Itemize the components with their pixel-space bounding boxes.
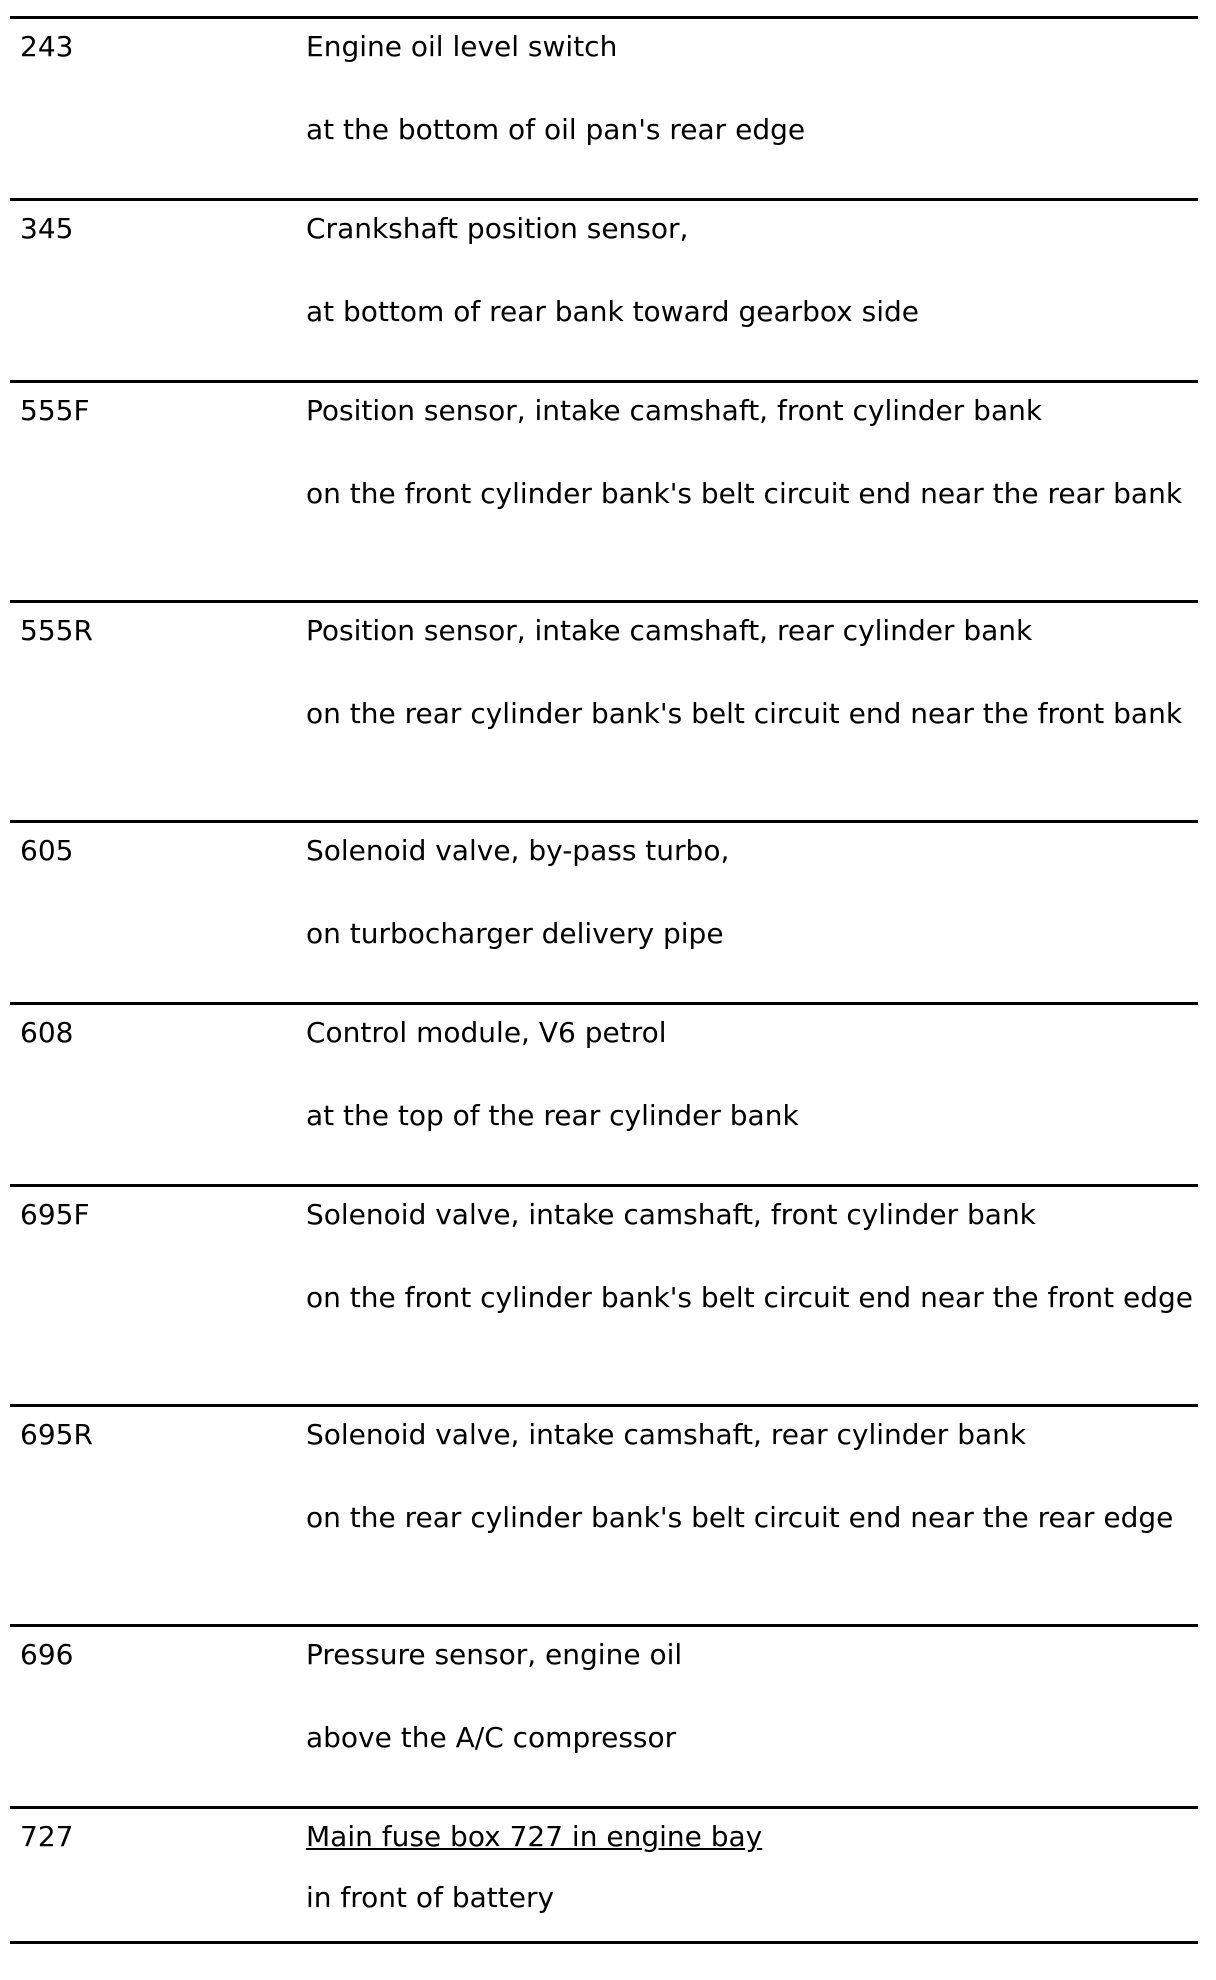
component-description [306,1417,1198,1536]
component-location: on the front cylinder bank's belt circuit end near the rear bank [306,477,1183,510]
main-fuse-box-link[interactable]: Main fuse box 727 in engine bay [306,1820,763,1853]
component-description [306,1015,1198,1134]
component-code: 727 [20,1820,74,1853]
table-row [10,820,1198,1002]
component-description [306,1819,1198,1916]
component-code: 243 [20,30,74,63]
component-location: on the rear cylinder bank's belt circuit end near the front bank [306,697,1183,730]
component-description [306,29,1198,148]
component-name: Solenoid valve, by-pass turbo, [306,834,730,867]
table-row [10,1806,1198,1944]
component-name: Position sensor, intake camshaft, front cylinder bank [306,394,1043,427]
component-code: 696 [20,1638,74,1671]
component-location: at bottom of rear bank toward gearbox side [306,295,919,328]
component-location: at the bottom of oil pan's rear edge [306,113,806,146]
component-name: Position sensor, intake camshaft, rear cylinder bank [306,614,1033,647]
component-description [306,613,1198,732]
component-code: 555F [20,394,90,427]
component-location: on turbocharger delivery pipe [306,917,724,950]
component-name: Engine oil level switch [306,30,618,63]
table-row [10,380,1198,600]
component-code: 695R [20,1418,93,1451]
component-code: 555R [20,614,93,647]
table-row [10,16,1198,198]
table-row [10,600,1198,820]
component-description [306,1197,1198,1316]
component-code: 345 [20,212,74,245]
component-description [306,393,1198,512]
component-name: Solenoid valve, intake camshaft, front cylinder bank [306,1198,1036,1231]
component-description [306,833,1198,952]
component-location-table [10,16,1198,1944]
table-row [10,1184,1198,1404]
table-row [10,1624,1198,1806]
component-location: at the top of the rear cylinder bank [306,1099,799,1132]
component-name: Pressure sensor, engine oil [306,1638,683,1671]
component-location: in front of battery [306,1881,555,1914]
component-location: on the rear cylinder bank's belt circuit end near the rear edge [306,1501,1174,1534]
component-location: above the A/C compressor [306,1721,677,1754]
component-code: 695F [20,1198,90,1231]
component-name: Crankshaft position sensor, [306,212,689,245]
component-location: on the front cylinder bank's belt circuit end near the front edge [306,1281,1193,1314]
component-code: 605 [20,834,74,867]
table-row [10,198,1198,380]
component-name: Control module, V6 petrol [306,1016,667,1049]
table-row [10,1002,1198,1184]
component-description [306,211,1198,330]
table-row [10,1404,1198,1624]
component-code: 608 [20,1016,74,1049]
component-description [306,1637,1198,1756]
component-name: Solenoid valve, intake camshaft, rear cylinder bank [306,1418,1027,1451]
